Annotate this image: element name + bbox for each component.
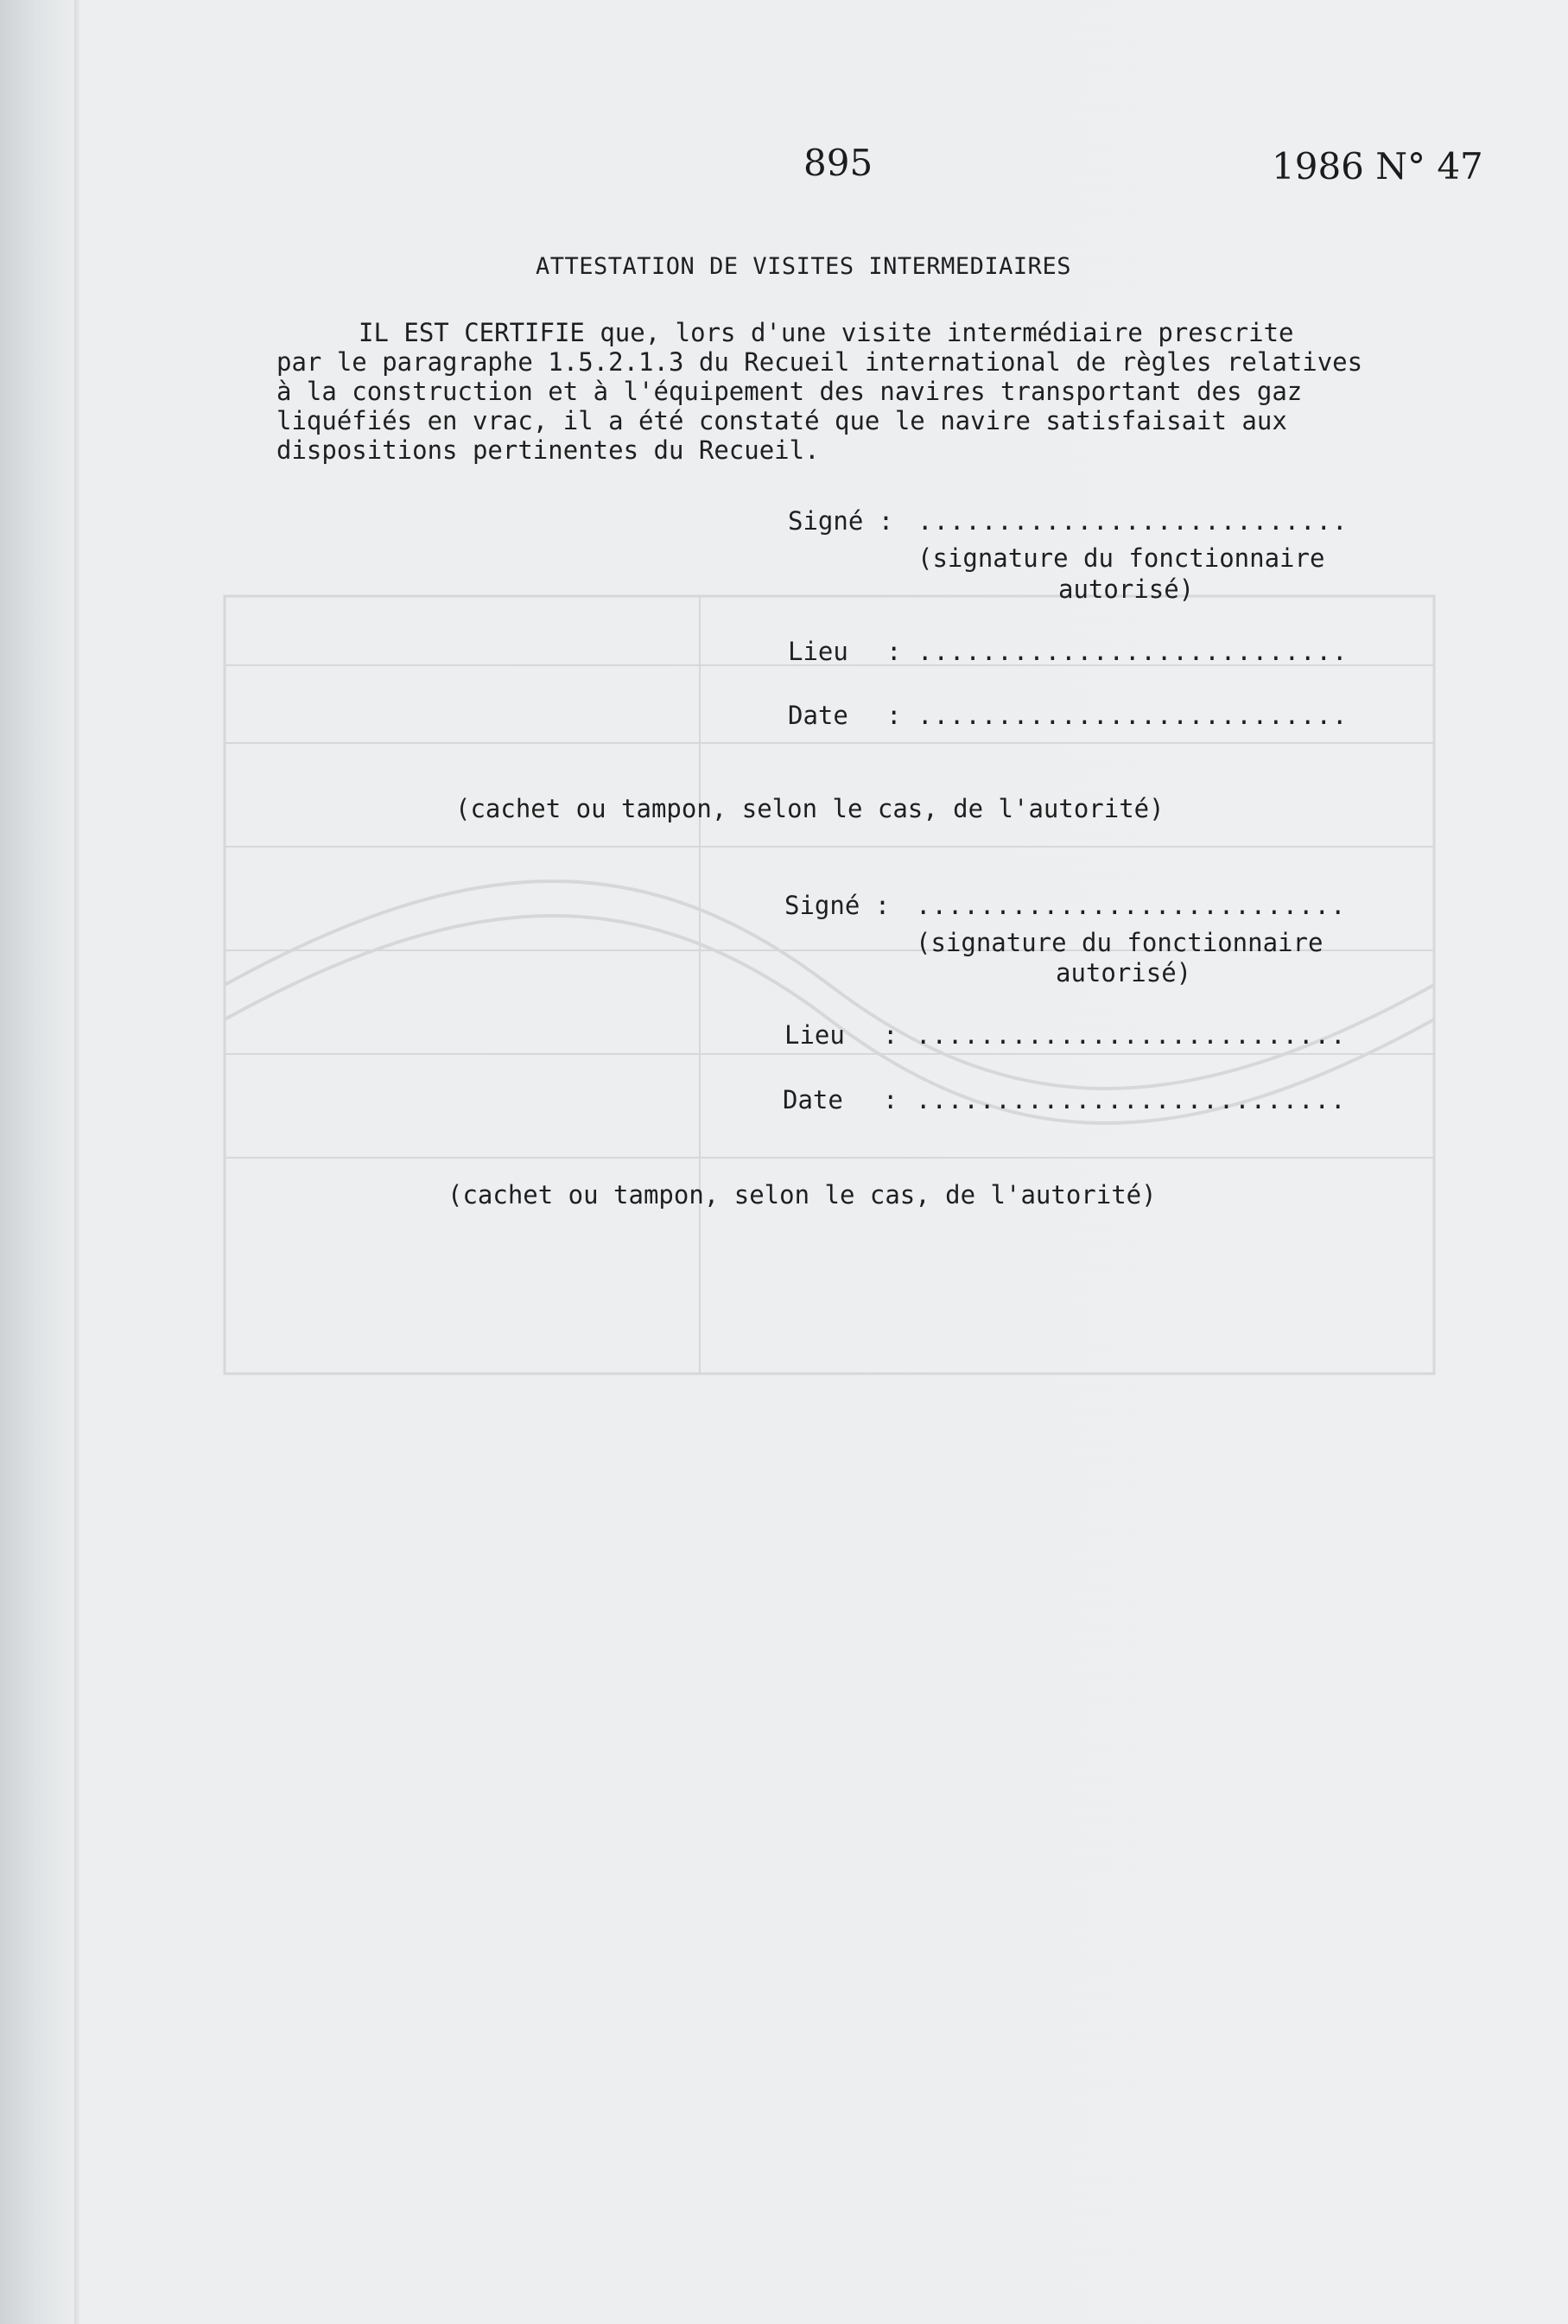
date-colon: : (883, 1085, 898, 1114)
stamp-note: (cachet ou tampon, selon le cas, de l'autorité) (448, 1180, 1157, 1210)
paragraph-line: dispositions pertinentes du Recueil. (276, 435, 820, 465)
attestation-title: ATTESTATION DE VISITES INTERMEDIAIRES (536, 253, 1071, 280)
signature-note: autorisé) (1056, 958, 1192, 987)
signature-note: (signature du fonctionnaire (917, 543, 1325, 573)
paragraph-line: liquéfiés en vrac, il a été constaté que le navire satisfaisait aux (276, 406, 1287, 435)
paragraph-line: par le paragraphe 1.5.2.1.3 du Recueil international de règles relatives (276, 347, 1363, 377)
place-label: Lieu (788, 637, 848, 666)
date-line: ........................... (916, 1085, 1347, 1114)
date-label: Date (783, 1085, 843, 1114)
place-colon: : (886, 637, 902, 666)
signed-label: Signé : (788, 506, 894, 536)
place-line: ........................... (917, 637, 1349, 666)
stamp-note: (cachet ou tampon, selon le cas, de l'autorité) (455, 794, 1165, 823)
place-colon: : (883, 1020, 898, 1050)
document-number: 1986 N° 47 (1272, 145, 1483, 187)
signature-line: ........................... (916, 891, 1347, 920)
place-label: Lieu (784, 1020, 845, 1050)
date-line: ........................... (917, 701, 1349, 730)
signed-label: Signé : (784, 891, 891, 920)
signature-note: autorisé) (1058, 575, 1195, 604)
place-line: ........................... (916, 1020, 1347, 1050)
date-label: Date (788, 701, 848, 730)
date-colon: : (886, 701, 902, 730)
paragraph-line: IL EST CERTIFIE que, lors d'une visite intermédiaire prescrite (359, 318, 1294, 347)
page-number: 895 (803, 142, 873, 184)
paragraph-line: à la construction et à l'équipement des navires transportant des gaz (276, 377, 1303, 406)
signature-line: ........................... (917, 506, 1349, 536)
signature-note: (signature du fonctionnaire (916, 928, 1324, 957)
